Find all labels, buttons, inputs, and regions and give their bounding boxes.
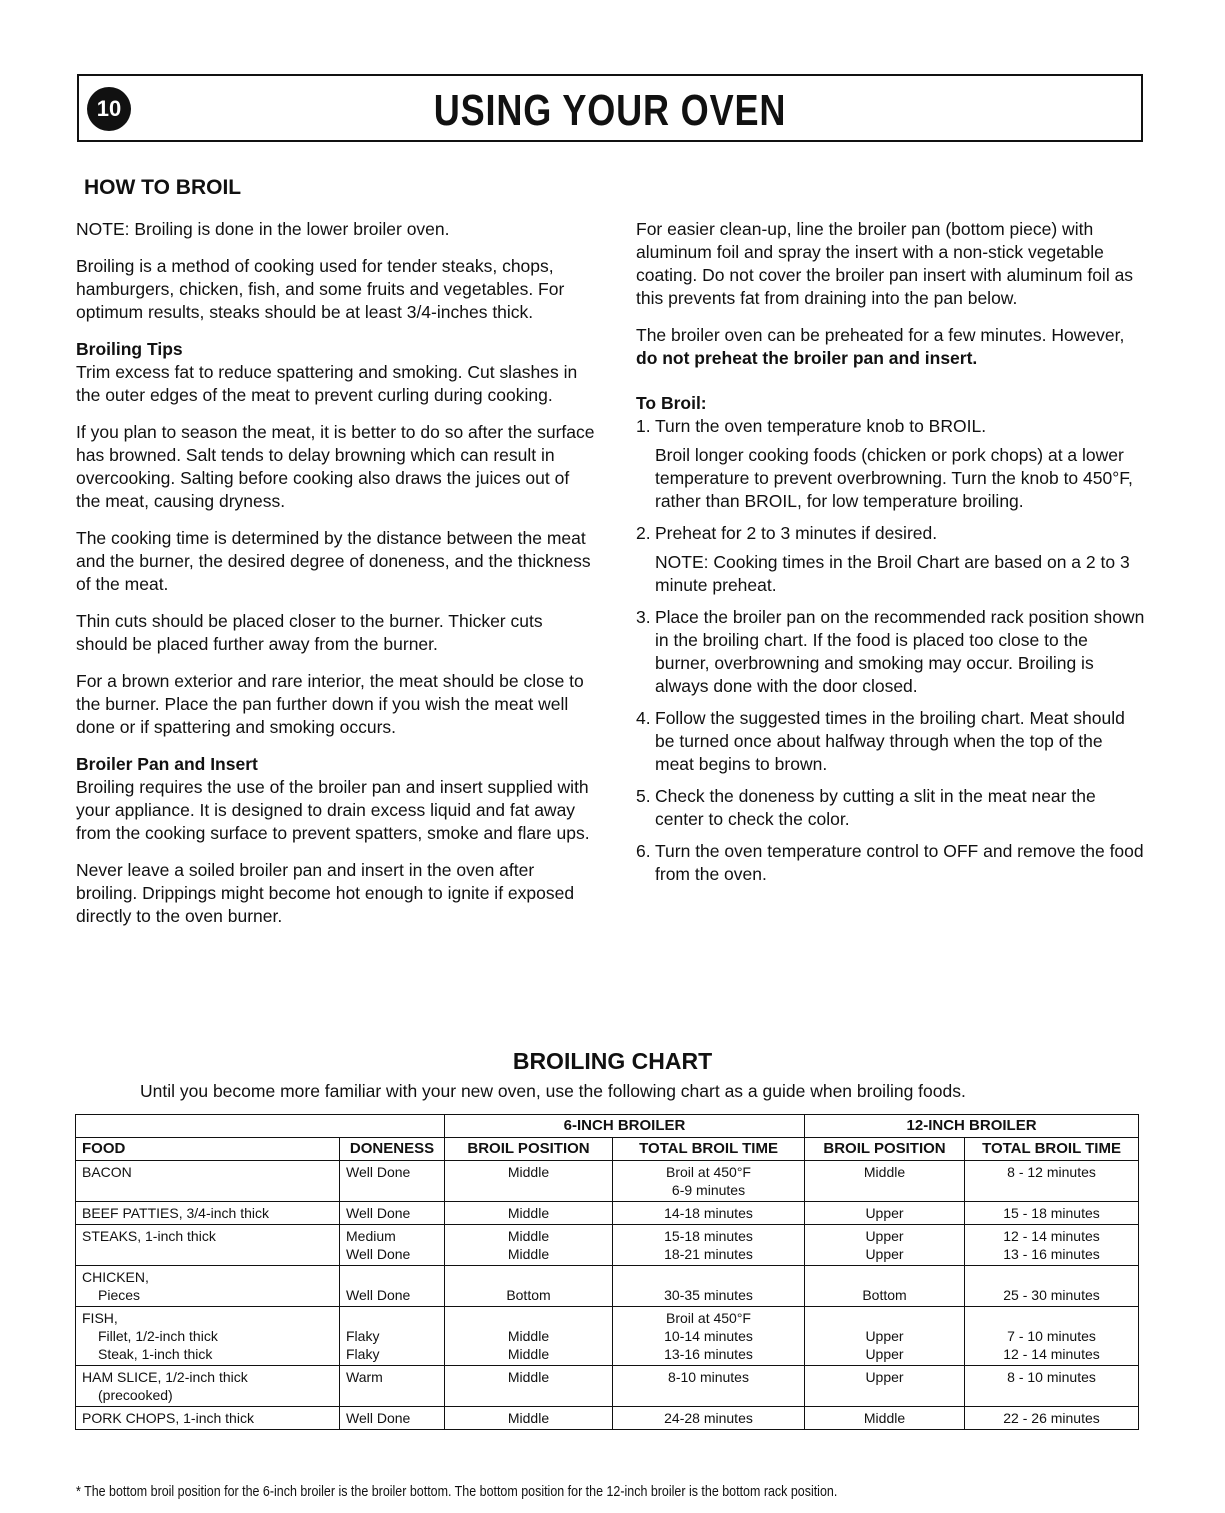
step-text: Preheat for 2 to 3 minutes if desired.: [655, 523, 938, 543]
step-number: 5.: [636, 786, 651, 806]
position-12-cell: [805, 1225, 965, 1266]
table-row: [76, 1266, 1139, 1307]
broil-step: [636, 785, 1146, 831]
broil-step: [636, 707, 1146, 776]
doneness-cell: Well Done: [340, 1202, 445, 1225]
table-row: [76, 1307, 1139, 1366]
food-cell: [76, 1366, 340, 1407]
food-cell: [76, 1307, 340, 1366]
step-text: Follow the suggested times in the broiling chart. Meat should be turned once about halfway through when the top of the meat begins to brown.: [655, 708, 1125, 774]
col-header-broil-time-6: TOTAL BROIL TIME: [613, 1138, 805, 1161]
chapter-header: [77, 74, 1143, 142]
time-12-cell: 15 - 18 minutes: [965, 1202, 1139, 1225]
broiling-chart-title: BROILING CHART: [512, 1048, 713, 1074]
step-extra: Broil longer cooking foods (chicken or pork chops) at a lower temperature to prevent overbrowning. Turn the knob to 450°F, rather than BROIL, for low temperature broiling.: [655, 445, 1133, 511]
food-value: HAM SLICE, 1/2-inch thick: [82, 1369, 248, 1385]
doneness-value: Flaky: [346, 1346, 380, 1362]
time-6-cell: 14-18 minutes: [613, 1202, 805, 1225]
pan-paragraph-2: Never leave a soiled broiler pan and insert in the oven after broiling. Drippings might become hot enough to ignite if exposed directly to the oven burner.: [76, 860, 575, 926]
doneness-value: Medium: [346, 1228, 396, 1244]
position-12-cell: Middle: [805, 1407, 965, 1430]
food-subitem: Fillet, 1/2-inch thick: [98, 1328, 218, 1344]
time-value: 10-14 minutes: [664, 1328, 753, 1344]
position-value: Upper: [865, 1228, 904, 1244]
time-note: Broil at 450°F: [666, 1164, 751, 1180]
broiling-chart-intro: Until you become more familiar with your new oven, use the following chart as a guide when broiling foods.: [140, 1081, 966, 1101]
col-header-food: FOOD: [76, 1138, 340, 1161]
food-subitem: Pieces: [98, 1287, 141, 1303]
position-6-cell: [445, 1225, 613, 1266]
time-value: 25 - 30 minutes: [1003, 1287, 1100, 1303]
time-6-cell: 8-10 minutes: [613, 1366, 805, 1407]
tips-paragraph-3: The cooking time is determined by the distance between the meat and the burner, the desired degree of doneness, and the thickness of the meat.: [76, 528, 591, 594]
doneness-value: Well Done: [346, 1246, 411, 1262]
broil-steps-list: [636, 415, 1146, 886]
step-number: 3.: [636, 607, 651, 627]
table-header-row: [76, 1138, 1139, 1161]
position-6-cell: Middle: [445, 1161, 613, 1202]
step-number: 4.: [636, 708, 651, 728]
broil-step: [636, 606, 1146, 698]
food-cell: PORK CHOPS, 1-inch thick: [76, 1407, 340, 1430]
tips-paragraph-1: Trim excess fat to reduce spattering and smoking. Cut slashes in the outer edges of the meat to prevent curling during cooking.: [76, 362, 578, 405]
position-value: Bottom: [506, 1287, 551, 1303]
time-value: 12 - 14 minutes: [1003, 1228, 1100, 1244]
note-paragraph: NOTE: Broiling is done in the lower broiler oven.: [76, 219, 450, 239]
table-row: [76, 1202, 1139, 1225]
step-number: 1.: [636, 416, 651, 436]
time-12-cell: 8 - 10 minutes: [965, 1366, 1139, 1407]
time-12-cell: [965, 1266, 1139, 1307]
cleanup-paragraph: For easier clean-up, line the broiler pan (bottom piece) with aluminum foil and spray the insert with a non-stick vegetable coating. Do not cover the broiler pan insert with aluminum foil as this prevents fat from draining into the pan below.: [636, 219, 1134, 308]
to-broil-heading: To Broil:: [636, 393, 707, 413]
doneness-cell: [340, 1266, 445, 1307]
food-cell: BEEF PATTIES, 3/4-inch thick: [76, 1202, 340, 1225]
food-cell: BACON: [76, 1161, 340, 1202]
doneness-cell: Well Done: [340, 1161, 445, 1202]
time-note: Broil at 450°F: [666, 1310, 751, 1326]
time-value: 13-16 minutes: [664, 1346, 753, 1362]
broiling-tips-heading: Broiling Tips: [76, 339, 183, 359]
chart-footnote: * The bottom broil position for the 6-inch broiler is the broiler bottom. The bottom position for the 12-inch broiler is the bottom rack position.: [76, 1484, 838, 1500]
table-row: [76, 1225, 1139, 1266]
broil-step: [636, 840, 1146, 886]
right-column: [636, 218, 1146, 895]
col-header-doneness: DONENESS: [340, 1138, 445, 1161]
step-extra: NOTE: Cooking times in the Broil Chart are based on a 2 to 3 minute preheat.: [655, 552, 1130, 595]
tips-paragraph-4: Thin cuts should be placed closer to the burner. Thicker cuts should be placed further away from the burner.: [76, 611, 543, 654]
time-value: 18-21 minutes: [664, 1246, 753, 1262]
broiler-pan-heading: Broiler Pan and Insert: [76, 754, 258, 774]
time-6-cell: 24-28 minutes: [613, 1407, 805, 1430]
position-6-cell: Middle: [445, 1366, 613, 1407]
time-6-cell: [613, 1307, 805, 1366]
step-text: Turn the oven temperature knob to BROIL.: [655, 416, 987, 436]
doneness-cell: Well Done: [340, 1407, 445, 1430]
tips-paragraph-5: For a brown exterior and rare interior, the meat should be close to the burner. Place the pan further down if you wish the meat well done or if spattering and smoking occurs.: [76, 671, 584, 737]
doneness-cell: [340, 1307, 445, 1366]
position-6-cell: Middle: [445, 1202, 613, 1225]
broiling-chart-table: [75, 1114, 1139, 1430]
time-6-cell: [613, 1161, 805, 1202]
time-value: 6-9 minutes: [671, 1182, 746, 1198]
food-cell: STEAKS, 1-inch thick: [76, 1225, 340, 1266]
time-6-cell: [613, 1266, 805, 1307]
col-header-broil-time-12: TOTAL BROIL TIME: [965, 1138, 1139, 1161]
broil-step: [636, 522, 1146, 597]
chapter-number: 10: [96, 96, 122, 121]
position-value: Middle: [507, 1228, 550, 1244]
col-header-broil-position-12: BROIL POSITION: [805, 1138, 965, 1161]
doneness-value: Flaky: [346, 1328, 380, 1344]
time-value: 7 - 10 minutes: [1007, 1328, 1096, 1344]
doneness-cell: [340, 1225, 445, 1266]
time-12-cell: 8 - 12 minutes: [965, 1161, 1139, 1202]
broil-step: [636, 415, 1146, 513]
food-cell: [76, 1266, 340, 1307]
step-text: Turn the oven temperature control to OFF and remove the food from the oven.: [655, 841, 1144, 884]
position-value: Upper: [865, 1328, 904, 1344]
food-value: FISH,: [82, 1310, 118, 1326]
position-12-cell: [805, 1307, 965, 1366]
table-row: [76, 1407, 1139, 1430]
preheat-warning: do not preheat the broiler pan and insert.: [636, 348, 978, 368]
position-12-cell: Upper: [805, 1202, 965, 1225]
table-row: [76, 1366, 1139, 1407]
pan-paragraph-1: Broiling requires the use of the broiler pan and insert supplied with your appliance. It is designed to drain excess liquid and fat away from the cooking surface to prevent spatters, smoke and flare ups.: [76, 777, 590, 843]
doneness-cell: Warm: [340, 1366, 445, 1407]
time-6-cell: [613, 1225, 805, 1266]
step-number: 6.: [636, 841, 651, 861]
time-value: 12 - 14 minutes: [1003, 1346, 1100, 1362]
group-header-6-inch: 6-INCH BROILER: [445, 1115, 805, 1138]
step-text: Place the broiler pan on the recommended rack position shown in the broiling chart. If the food is placed too close to the burner, overbrowning and smoking may occur. Broiling is always done with the door closed.: [655, 607, 1145, 696]
position-12-cell: [805, 1266, 965, 1307]
position-12-cell: Upper: [805, 1366, 965, 1407]
position-value: Bottom: [862, 1287, 907, 1303]
position-value: Middle: [507, 1346, 550, 1362]
time-12-cell: 22 - 26 minutes: [965, 1407, 1139, 1430]
doneness-value: Well Done: [346, 1287, 411, 1303]
time-12-cell: [965, 1225, 1139, 1266]
position-6-cell: [445, 1307, 613, 1366]
position-value: Upper: [865, 1346, 904, 1362]
position-value: Middle: [507, 1328, 550, 1344]
step-text: Check the doneness by cutting a slit in the meat near the center to check the color.: [655, 786, 1096, 829]
time-value: 30-35 minutes: [664, 1287, 753, 1303]
table-row: [76, 1161, 1139, 1202]
tips-paragraph-2: If you plan to season the meat, it is better to do so after the surface has browned. Salt tends to delay browning which can result in overcooking. Salting before cooking also draws the juices out of the meat, causing dryness.: [76, 422, 595, 511]
position-12-cell: Middle: [805, 1161, 965, 1202]
time-value: 15-18 minutes: [664, 1228, 753, 1244]
preheat-paragraph: [636, 324, 1146, 370]
preheat-text: The broiler oven can be preheated for a few minutes. However,: [636, 325, 1125, 345]
intro-paragraph: Broiling is a method of cooking used for tender steaks, chops, hamburgers, chicken, fish, and some fruits and vegetables. For optimum results, steaks should be at least 3/4-inches thick.: [76, 256, 565, 322]
position-6-cell: Middle: [445, 1407, 613, 1430]
col-header-broil-position-6: BROIL POSITION: [445, 1138, 613, 1161]
position-value: Middle: [507, 1246, 550, 1262]
food-value: CHICKEN,: [82, 1269, 149, 1285]
time-value: 13 - 16 minutes: [1003, 1246, 1100, 1262]
position-value: Upper: [865, 1246, 904, 1262]
time-12-cell: [965, 1307, 1139, 1366]
group-header-12-inch: 12-INCH BROILER: [805, 1115, 1139, 1138]
food-subitem: (precooked): [98, 1387, 173, 1403]
chapter-number-badge: [87, 87, 131, 131]
position-6-cell: [445, 1266, 613, 1307]
section-title: HOW TO BROIL: [84, 176, 242, 199]
table-group-header-row: [76, 1115, 1139, 1138]
left-column: [76, 218, 596, 942]
food-subitem: Steak, 1-inch thick: [98, 1346, 213, 1362]
page-title: USING YOUR OVEN: [433, 86, 787, 135]
step-number: 2.: [636, 523, 651, 543]
